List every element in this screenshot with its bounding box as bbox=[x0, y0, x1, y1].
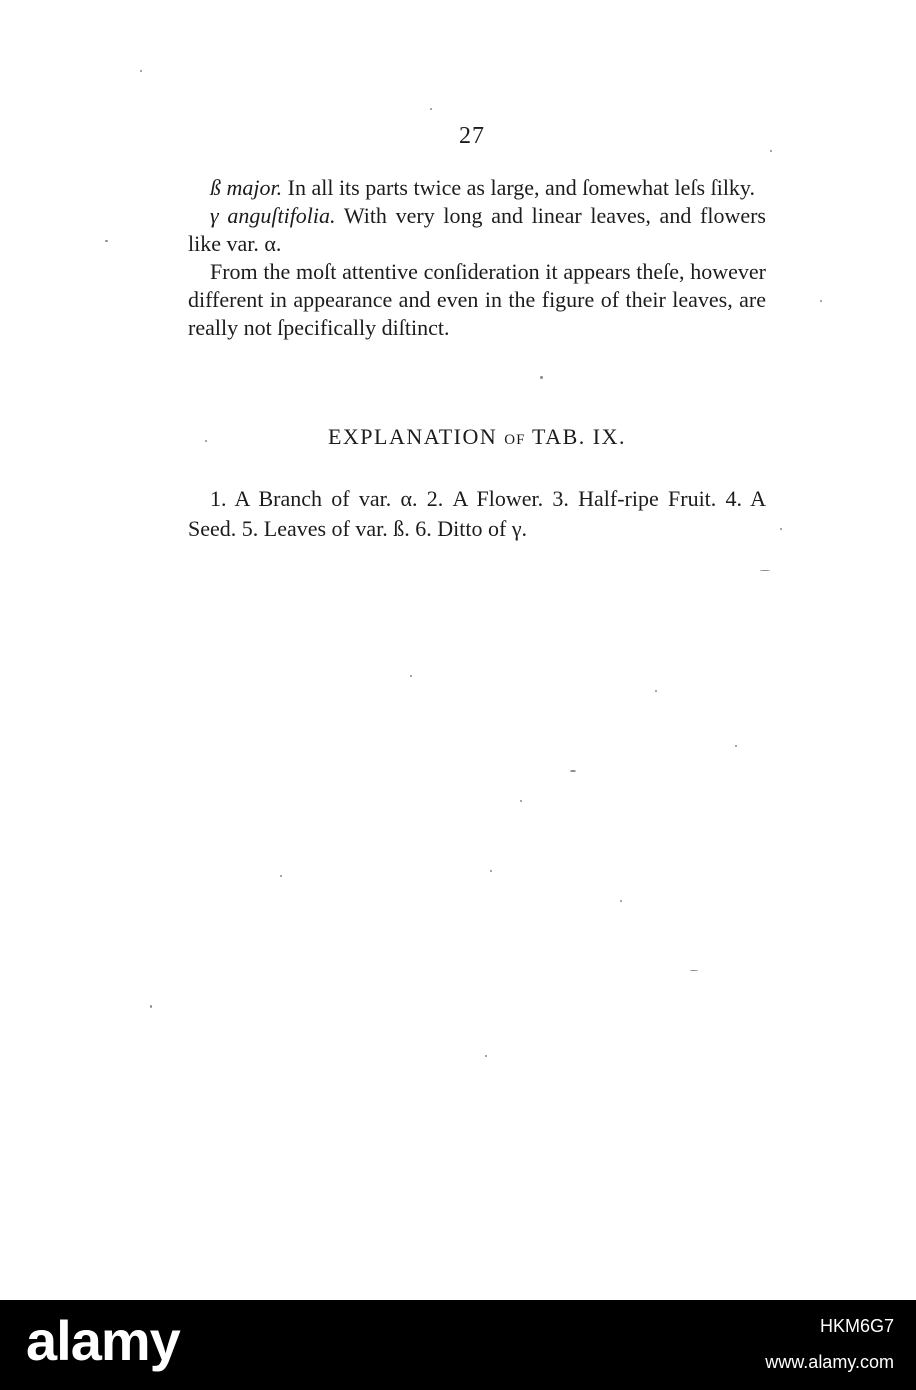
scan-speck bbox=[820, 300, 822, 302]
watermark-banner bbox=[0, 1300, 916, 1390]
brand-logo: alamy bbox=[26, 1309, 180, 1372]
scan-speck bbox=[140, 70, 142, 72]
paragraph-text: From the moſt attentive conſideration it appears theſe, however different in appearance and even in the figure of their leaves, are really not ſpecifically diſtinct. bbox=[188, 259, 766, 340]
page-number: 27 bbox=[459, 123, 485, 149]
plate-explanation: 1. A Branch of var. α. 2. A Flower. 3. Half-ripe Fruit. 4. A Seed. 5. Leaves of var. ß. 6. Ditto of γ. bbox=[188, 486, 766, 541]
scan-speck bbox=[410, 675, 412, 677]
scan-speck bbox=[570, 770, 576, 772]
heading-part: EXPLANATION bbox=[327, 424, 498, 449]
heading-part: TAB. IX. bbox=[532, 424, 626, 449]
scan-speck bbox=[105, 240, 108, 242]
scan-speck bbox=[690, 970, 698, 971]
image-id: HKM6G7 bbox=[819, 1316, 894, 1336]
explanation-heading bbox=[188, 424, 766, 450]
paragraph-text: With very long and linear leaves, and flowers like var. α. bbox=[188, 203, 766, 256]
scan-speck bbox=[655, 690, 657, 692]
paragraph-text: In all its parts twice as large, and ſomewhat leſs ſilky. bbox=[282, 175, 756, 200]
scan-speck bbox=[540, 376, 543, 379]
scan-speck bbox=[280, 875, 282, 877]
scan-speck bbox=[770, 150, 772, 152]
heading-part: OF bbox=[504, 432, 526, 448]
scan-speck bbox=[490, 870, 492, 872]
scan-speck bbox=[485, 1055, 487, 1057]
scan-speck bbox=[780, 528, 782, 530]
paragraph-beta-major bbox=[188, 174, 766, 202]
variety-name: γ anguſtifolia. bbox=[210, 203, 336, 228]
paragraph-consideration bbox=[188, 258, 766, 342]
scan-speck bbox=[735, 745, 737, 747]
scan-speck bbox=[520, 800, 522, 802]
scan-speck bbox=[620, 900, 622, 902]
scan-speck bbox=[150, 1005, 152, 1008]
variety-name: ß major. bbox=[210, 175, 283, 200]
site-url: www.alamy.com bbox=[765, 1352, 894, 1372]
paragraph-gamma-angustifolia bbox=[188, 202, 766, 258]
scan-speck bbox=[760, 570, 770, 571]
scan-speck bbox=[430, 108, 432, 110]
body-text bbox=[188, 174, 766, 342]
